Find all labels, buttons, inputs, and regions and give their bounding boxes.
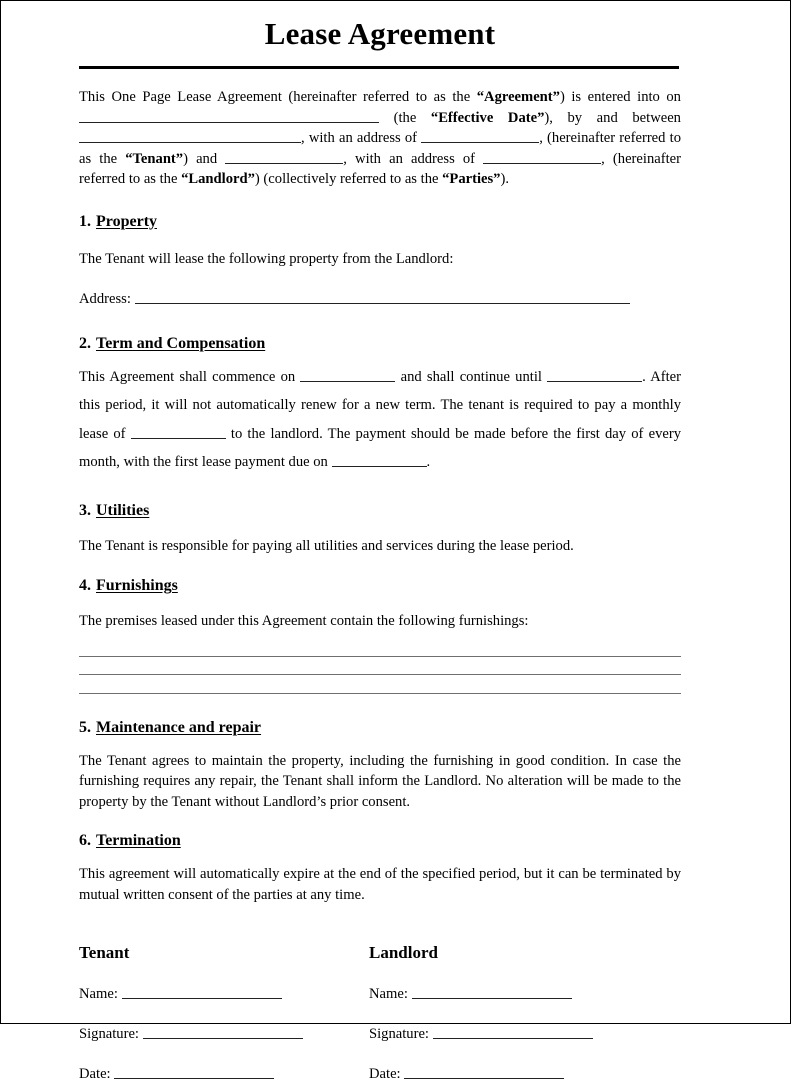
tenant-name-field[interactable] [122, 986, 282, 999]
landlord-name-row [369, 984, 659, 1004]
signature-block [79, 943, 681, 1084]
intro-text-8: , with an address of [343, 150, 484, 167]
intro-text-4: ), by and between [544, 109, 681, 126]
effective-date-blank[interactable] [79, 109, 379, 122]
tenant-signature-column [79, 943, 369, 1084]
tenant-date-field[interactable] [114, 1066, 274, 1079]
tenant-date-label: Date: [79, 1066, 111, 1083]
section-2-text-e: . [426, 454, 431, 471]
section-term-and-compensation [79, 334, 681, 477]
section-1-body: The Tenant will lease the following property from the Landlord: [79, 250, 454, 267]
section-6-heading [79, 831, 681, 851]
section-5-title: Maintenance and repair [96, 718, 262, 736]
term-parties: “Parties” [442, 171, 501, 188]
intro-paragraph [79, 87, 681, 190]
section-6-body: This agreement will automatically expire at the end of the specified period, but it can be terminated by mutual written consent of the parties at any time. [79, 866, 681, 903]
address-label: Address: [79, 291, 131, 308]
tenant-date-row [79, 1064, 369, 1084]
intro-text-9: , (hereinafter referred to as the [79, 150, 681, 188]
section-termination [79, 831, 681, 905]
section-4-heading [79, 576, 681, 596]
section-6-title: Termination [96, 832, 181, 850]
section-2-text-b: and shall continue until [395, 368, 548, 385]
tenant-name-label: Name: [79, 986, 118, 1003]
furnishings-blank-lines [79, 656, 681, 694]
section-3-title: Utilities [96, 501, 150, 519]
landlord-date-field[interactable] [404, 1066, 564, 1079]
section-4-number: 4. [79, 577, 91, 595]
furnishings-line-2[interactable] [79, 674, 681, 675]
section-2-number: 2. [79, 334, 91, 352]
section-2-text-c: . After this period, it will not automatically renew for a new term. The tenant is required to pay a monthly lease of [79, 368, 682, 442]
first-payment-date-blank[interactable] [332, 454, 427, 467]
tenant-address-blank[interactable] [421, 130, 539, 143]
landlord-name-field[interactable] [412, 986, 572, 999]
intro-text-6: , (hereinafter referred to as the [79, 130, 681, 167]
section-furnishings [79, 576, 681, 694]
landlord-signature-column [369, 943, 659, 1084]
section-1-number: 1. [79, 212, 91, 230]
landlord-address-blank[interactable] [483, 150, 601, 163]
section-2-title: Term and Compensation [96, 334, 266, 352]
section-utilities [79, 501, 681, 557]
landlord-signature-field[interactable] [433, 1026, 593, 1039]
section-2-text-d: to the landlord. The payment should be made before the first day of every month, with the first lease payment due on [79, 425, 681, 471]
furnishings-line-3[interactable] [79, 693, 681, 694]
landlord-name-blank[interactable] [225, 150, 343, 163]
term-agreement: “Agreement” [476, 89, 560, 106]
landlord-signature-label: Signature: [369, 1026, 429, 1043]
term-effective-date: “Effective Date” [430, 109, 545, 126]
term-tenant: “Tenant” [125, 150, 184, 167]
section-2-heading [79, 334, 681, 354]
intro-text-2: ) is entered into on [559, 89, 681, 106]
intro-text-3: (the [379, 109, 431, 126]
section-2-body [79, 363, 681, 477]
furnishings-line-1[interactable] [79, 656, 681, 657]
section-4-body: The premises leased under this Agreement contain the following furnishings: [79, 613, 529, 630]
tenant-signature-field[interactable] [143, 1026, 303, 1039]
section-5-heading [79, 718, 681, 738]
tenant-name-blank[interactable] [79, 130, 301, 143]
intro-text-7: ) and [183, 150, 226, 167]
section-1-title: Property [96, 212, 158, 230]
address-row [79, 289, 681, 310]
page-title: Lease Agreement [264, 16, 496, 51]
intro-text-11: ). [500, 171, 509, 188]
section-3-body: The Tenant is responsible for paying all utilities and services during the lease period. [79, 537, 574, 554]
title-divider [79, 66, 679, 69]
landlord-signature-row [369, 1024, 659, 1044]
intro-text-1: This One Page Lease Agreement (hereinafter referred to as the [79, 89, 477, 106]
commence-date-blank[interactable] [300, 368, 395, 381]
landlord-date-row [369, 1064, 659, 1084]
monthly-lease-amount-blank[interactable] [131, 425, 226, 438]
section-3-number: 3. [79, 501, 91, 519]
section-1-heading [79, 212, 681, 232]
tenant-heading: Tenant [79, 943, 130, 963]
tenant-name-row [79, 984, 369, 1004]
section-3-heading [79, 501, 681, 521]
section-2-text-a: This Agreement shall commence on [79, 368, 301, 385]
page-content [79, 1, 681, 1084]
section-property [79, 212, 681, 310]
intro-text-10: ) (collectively referred to as the [254, 171, 443, 188]
term-landlord: “Landlord” [181, 171, 255, 188]
section-4-title: Furnishings [96, 577, 178, 595]
tenant-signature-row [79, 1024, 369, 1044]
landlord-date-label: Date: [369, 1066, 401, 1083]
intro-text-5: , with an address of [301, 130, 422, 147]
landlord-name-label: Name: [369, 986, 408, 1003]
section-5-number: 5. [79, 718, 91, 736]
section-maintenance-and-repair [79, 718, 681, 813]
address-blank[interactable] [135, 291, 630, 304]
section-5-body: The Tenant agrees to maintain the property, including the furnishing in good condition. In case the furnishing requires any repair, the Tenant shall inform the Landlord. No alteration will be made to the property by the Tenant without Landlord’s prior consent. [79, 752, 681, 810]
section-6-number: 6. [79, 832, 91, 850]
tenant-signature-label: Signature: [79, 1026, 139, 1043]
landlord-heading: Landlord [369, 943, 438, 963]
end-date-blank[interactable] [547, 368, 642, 381]
